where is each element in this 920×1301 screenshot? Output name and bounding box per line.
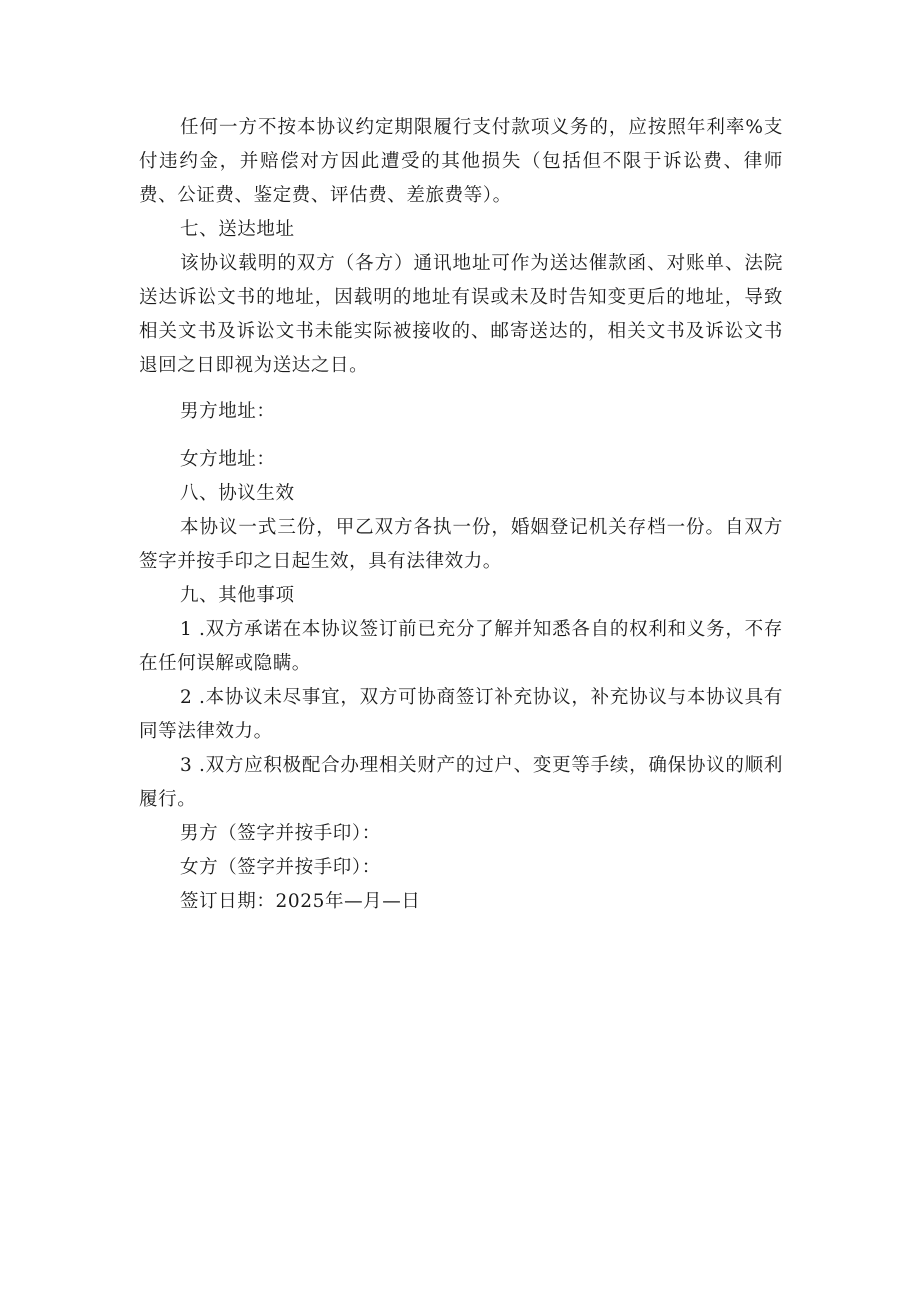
female-signature-line: 女方（签字并按手印）： (180, 857, 381, 878)
male-address-line: 男方地址： (180, 401, 276, 422)
section-8-body: 本协议一式三份，甲乙双方各执一份，婚姻登记机关存档一份。自双方签字并按手印之日起生效，具有法律效力。 (139, 517, 783, 572)
list-item-3: 3 .双方应积极配合办理相关财产的过户、变更等手续，确保协议的顺利履行。 (139, 755, 783, 810)
section-9-heading: 九、其他事项 (180, 585, 295, 606)
list-item-1: 1 .双方承诺在本协议签订前已充分了解并知悉各自的权利和义务，不存在任何误解或隐瞒。 (139, 619, 783, 674)
section-7-body: 该协议载明的双方（各方）通讯地址可作为送达催款函、对账单、法院送达诉讼文书的地址，因载明的地址有误或未及时告知变更后的地址，导致相关文书及诉讼文书未能实际被接收的、邮寄送达的，相关文书及诉讼文书退回之日即视为送达之日。 (139, 253, 783, 376)
signing-date-line: 签订日期：2025年—月—日 (180, 891, 421, 912)
section-7-heading: 七、送达地址 (180, 219, 295, 240)
male-signature-line: 男方（签字并按手印）： (180, 823, 381, 844)
penalty-clause-paragraph: 任何一方不按本协议约定期限履行支付款项义务的，应按照年利率%支付违约金，并赔偿对方因此遭受的其他损失（包括但不限于诉讼费、律师费、公证费、鉴定费、评估费、差旅费等）。 (139, 117, 783, 206)
list-item-2: 2 .本协议未尽事宜，双方可协商签订补充协议，补充协议与本协议具有同等法律效力。 (139, 687, 783, 742)
document-page (139, 111, 783, 919)
section-8-heading: 八、协议生效 (180, 483, 295, 504)
female-address-line: 女方地址： (180, 449, 276, 470)
